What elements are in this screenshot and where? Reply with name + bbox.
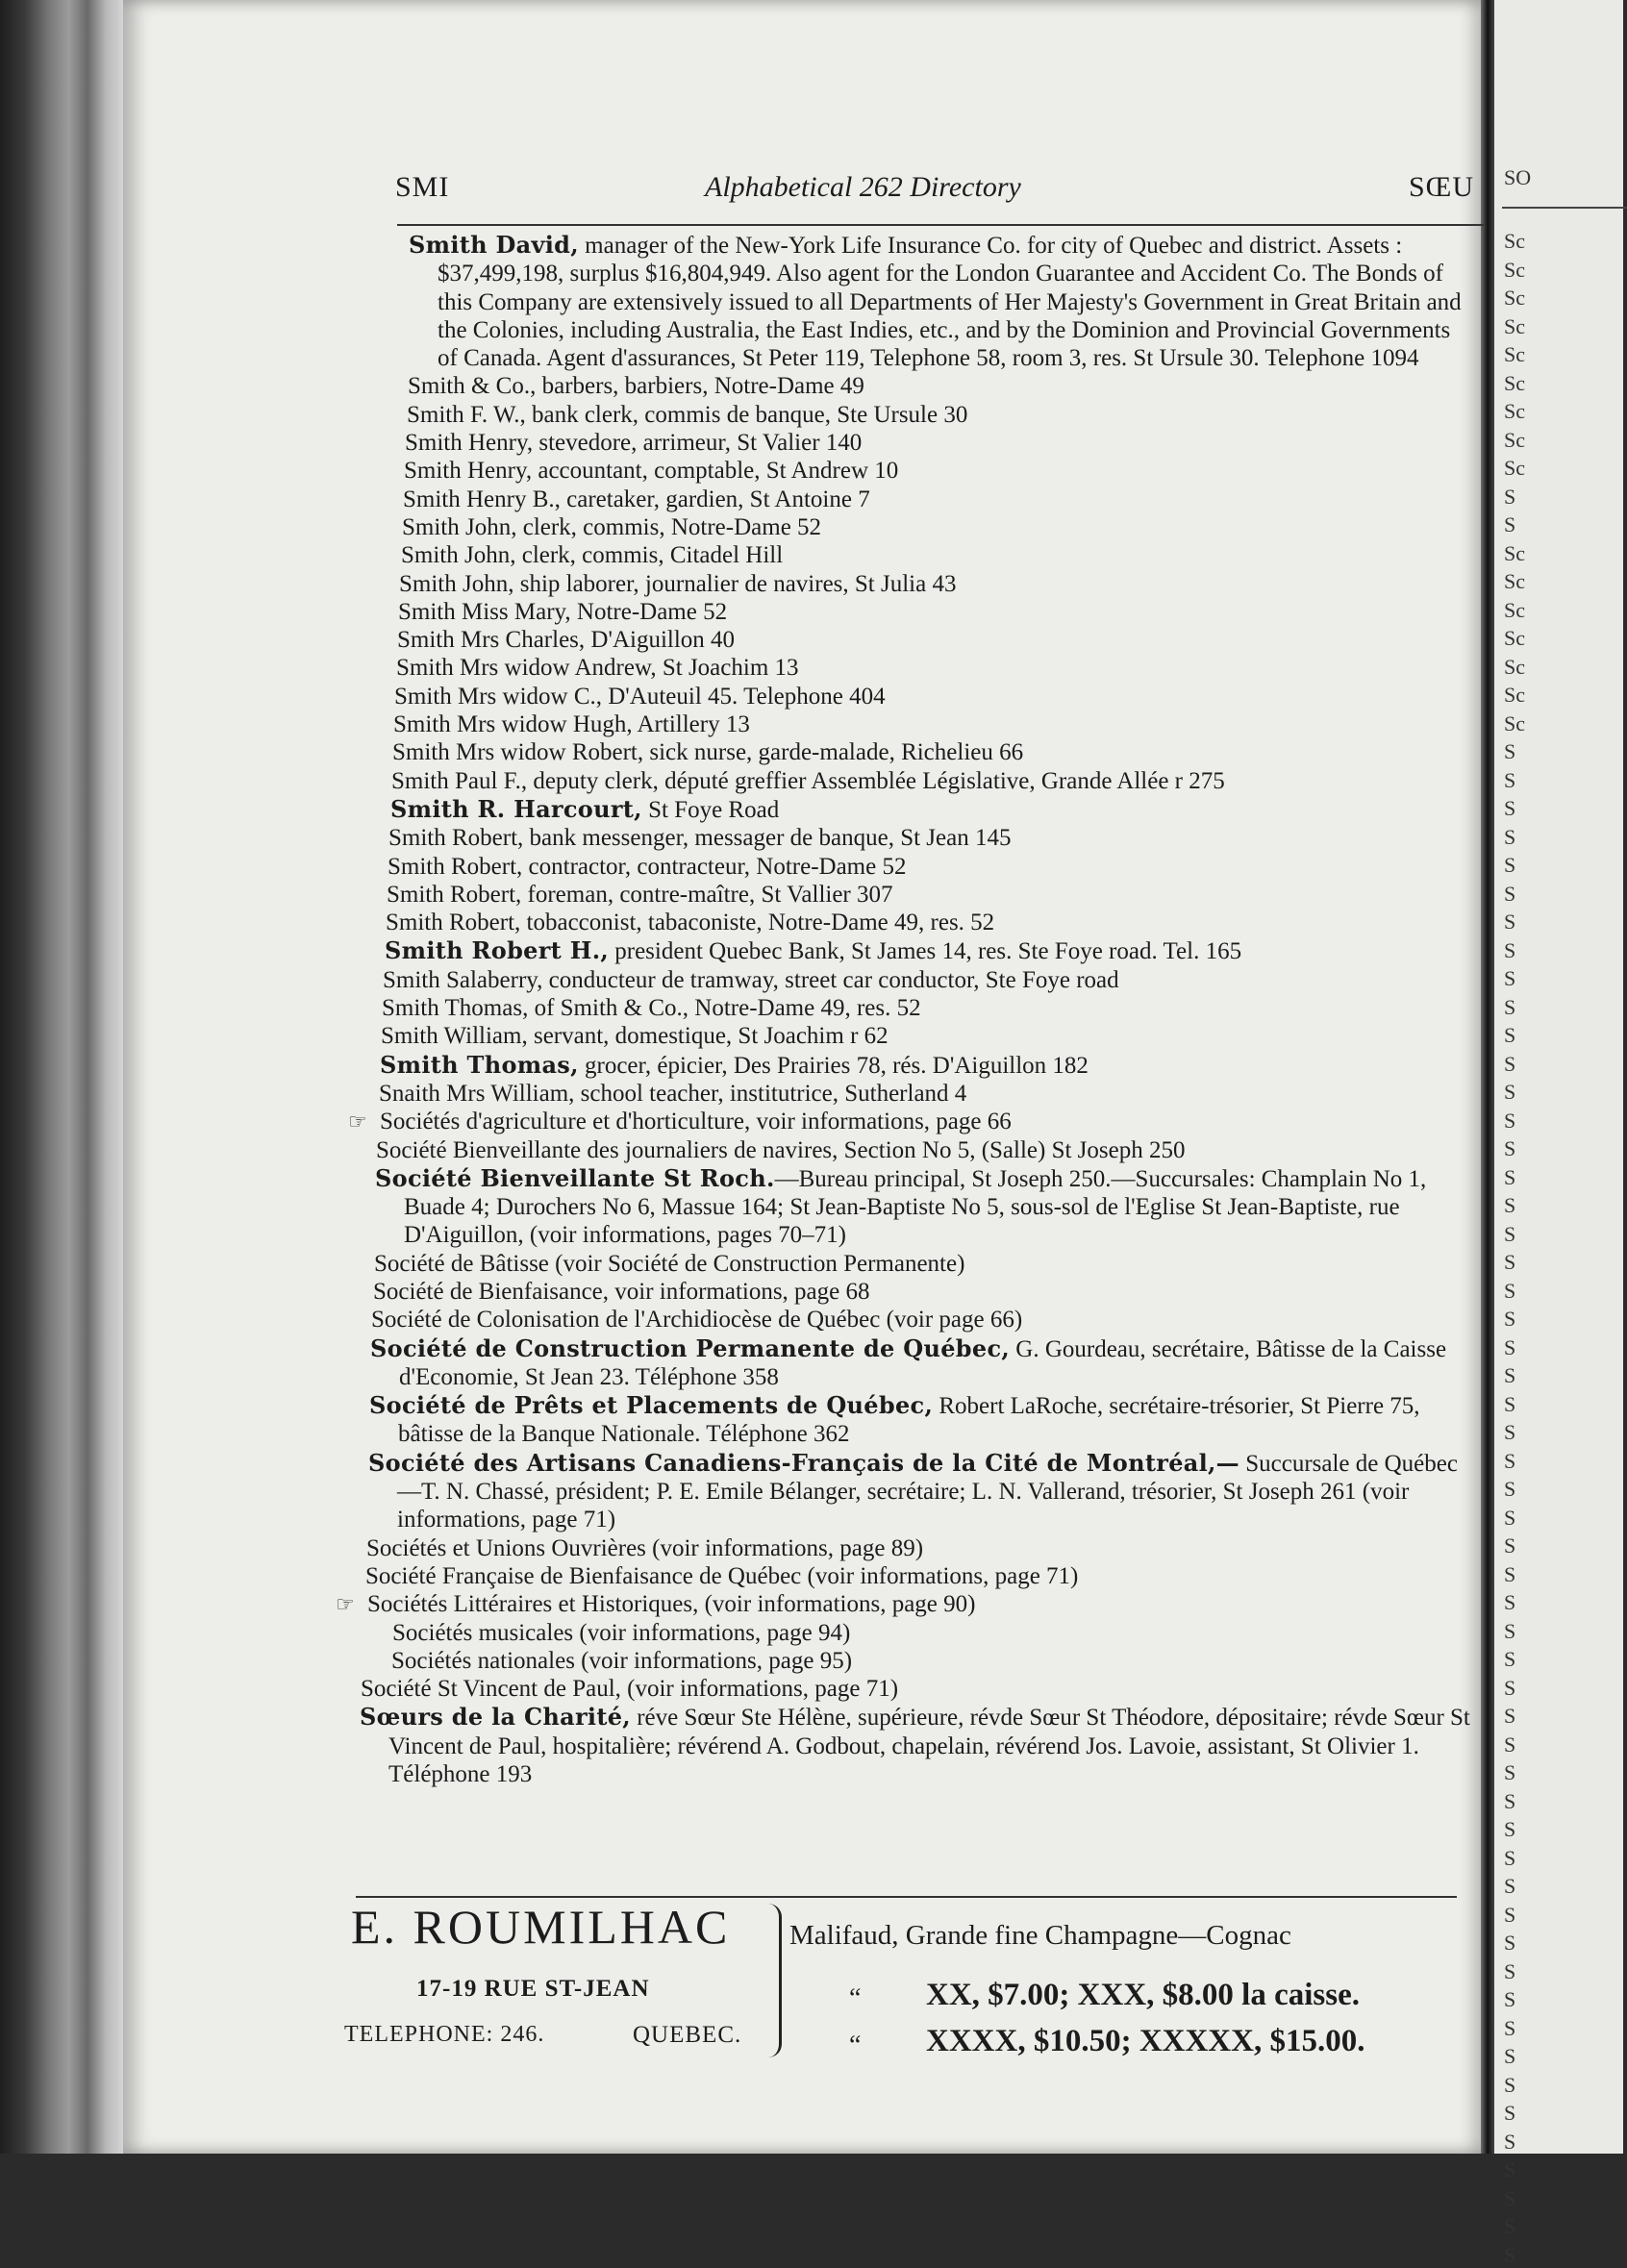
facing-page-letter: Sc — [1504, 654, 1525, 679]
facing-page-letter: S — [1504, 1732, 1516, 1757]
entry-text: Smith Robert, contractor, contracteur, Notre-Dame 52 — [388, 853, 907, 880]
facing-page-letter: S — [1504, 1590, 1516, 1614]
facing-page-letter: S — [1504, 824, 1516, 849]
directory-entry — [394, 683, 1467, 710]
facing-page-letter: S — [1504, 1845, 1516, 1870]
facing-page-letter: S — [1504, 1958, 1516, 1983]
directory-entry — [391, 1647, 1473, 1675]
directory-entry — [365, 1562, 1473, 1590]
entry-text: Smith Robert, foreman, contre-maître, St Vallier 307 — [387, 881, 893, 908]
ad-ditto-mark: “ — [849, 2031, 862, 2060]
directory-entry: ☞ Sociétés Littéraires et Historiques, (voir informations, page 90) — [336, 1591, 976, 1618]
directory-entry — [373, 1278, 1471, 1306]
entry-text: réve Sœur Ste Hélène, supérieure, révde Sœur St Théodore, dépositaire; révde Sœur St Vincent de Paul, hospitalière; révérend A. Godbout, chapelain, révérend Jos. Lavoie, assistant, St Olivier 1. Téléphone 193 — [388, 1705, 1470, 1788]
facing-page-letter: S — [1504, 1760, 1516, 1784]
facing-page-letter: Sc — [1504, 342, 1525, 366]
entry-text: grocer, épicier, Des Prairies 78, rés. D'Aiguillon 182 — [578, 1052, 1089, 1079]
facing-page-letter: S — [1504, 767, 1516, 792]
directory-entry: ☞ Sociétés d'agriculture et d'horticulture, voir informations, page 66 — [348, 1109, 1012, 1135]
entry-name-bold: Société de Prêts et Placements de Québec, — [369, 1391, 934, 1420]
facing-page-letter: S — [1504, 1618, 1516, 1643]
facing-page-letter: S — [1504, 1051, 1516, 1076]
facing-page-letter: S — [1504, 1874, 1516, 1898]
entry-name-bold: Société Bienveillante St Roch. — [375, 1163, 775, 1192]
entry-text: G. Gourdeau, secrétaire, Bâtisse de la Caisse d'Economie, St Jean 23. Téléphone 358 — [399, 1335, 1447, 1390]
entry-text: Smith Henry, accountant, comptable, St Andrew 10 — [404, 458, 899, 485]
entry-text: Smith Mrs widow Andrew, St Joachim 13 — [396, 655, 799, 682]
directory-entry — [407, 401, 1464, 429]
entry-text: Smith Thomas, of Smith & Co., Notre-Dame 49, res. 52 — [382, 995, 921, 1022]
facing-page-letter: S — [1504, 966, 1516, 990]
facing-page-letter: S — [1504, 853, 1516, 877]
directory-entry — [399, 570, 1466, 598]
facing-page-letter: Sc — [1504, 427, 1525, 452]
facing-page-letter: S — [1504, 994, 1516, 1019]
facing-page-letter: Sc — [1504, 286, 1525, 310]
entry-text: Société Française de Bienfaisance de Québec (voir informations, page 71) — [365, 1562, 1079, 1589]
directory-entry — [387, 881, 1468, 909]
directory-entry — [397, 626, 1466, 654]
entry-text: Smith Robert, bank messenger, messager de banque, St Jean 145 — [388, 825, 1012, 852]
header-rule — [397, 224, 1484, 226]
directory-entry — [388, 824, 1468, 852]
facing-page-letter: S — [1504, 1675, 1516, 1700]
facing-page-letter: S — [1504, 1788, 1516, 1813]
facing-page-letter: Sc — [1504, 569, 1525, 593]
ad-price-line: XX, $7.00; XXX, $8.00 la caisse. — [926, 1978, 1360, 2012]
ad-city: QUEBEC. — [633, 2022, 742, 2048]
facing-page-letter: Sc — [1504, 313, 1525, 338]
facing-page-letter: Sc — [1504, 597, 1525, 622]
facing-page-letter: S — [1504, 1164, 1516, 1189]
entry-text: Société St Vincent de Paul, (voir informations, page 71) — [361, 1676, 899, 1703]
directory-entry — [390, 795, 1468, 824]
entry-text: Smith Mrs widow Hugh, Artillery 13 — [393, 711, 750, 738]
entry-name-bold: Sœurs de la Charité, — [360, 1703, 631, 1732]
facing-page-letter: S — [1504, 1533, 1516, 1558]
directory-entry — [382, 994, 1469, 1022]
entry-text: St Foye Road — [641, 796, 780, 823]
directory-entry — [385, 936, 1469, 965]
facing-page-letter: S — [1504, 1221, 1516, 1246]
entry-text: Smith Miss Mary, Notre-Dame 52 — [398, 598, 728, 625]
directory-entry — [379, 1080, 1470, 1108]
directory-entry — [396, 654, 1467, 682]
entry-text: Smith John, clerk, commis, Notre-Dame 52 — [402, 513, 822, 540]
facing-page-letter: S — [1504, 937, 1516, 962]
book-gutter — [1481, 0, 1494, 2154]
entry-text: Smith John, clerk, commis, Citadel Hill — [401, 542, 784, 569]
entry-text: president Quebec Bank, St James 14, res. Ste Foye road. Tel. 165 — [609, 938, 1242, 965]
entry-text: Smith & Co., barbers, barbiers, Notre-Dame 49 — [408, 373, 864, 400]
facing-page-letter: S — [1504, 1334, 1516, 1359]
facing-page-letter: S — [1504, 739, 1516, 763]
entry-text: Smith Robert, tobacconist, tabaconiste, Notre-Dame 49, res. 52 — [386, 910, 995, 936]
running-header — [272, 171, 1484, 213]
directory-entry — [398, 598, 1466, 626]
directory-entry — [368, 1449, 1472, 1534]
directory-entry — [405, 429, 1465, 457]
facing-page-letter: S — [1504, 1391, 1516, 1416]
directory-entry — [366, 1534, 1472, 1562]
ad-street: 17-19 RUE ST-JEAN — [416, 1976, 650, 2002]
entry-text: Sociétés et Unions Ouvrières (voir informations, page 89) — [366, 1534, 924, 1561]
directory-entry — [409, 231, 1464, 372]
facing-page-letter: S — [1504, 2129, 1516, 2154]
entry-text: Smith Salaberry, conducteur de tramway, street car conductor, Ste Foye road — [383, 966, 1119, 993]
header-center: Alphabetical 262 Directory — [705, 171, 1021, 203]
entry-text: Smith Henry B., caretaker, gardien, St Antoine 7 — [403, 486, 870, 512]
entry-text: Sociétés nationales (voir informations, page 95) — [391, 1647, 853, 1674]
facing-page-letter: Sc — [1504, 257, 1525, 282]
facing-page-letter: Sc — [1504, 540, 1525, 565]
directory-page — [123, 0, 1481, 2154]
facing-page-letter: S — [1504, 1250, 1516, 1274]
entry-text: Société de Bienfaisance, voir informations, page 68 — [373, 1278, 870, 1305]
directory-entry — [361, 1675, 1474, 1703]
facing-page-letter: S — [1504, 1931, 1516, 1955]
facing-page-letter: S — [1504, 1817, 1516, 1841]
entry-text: Smith F. W., bank clerk, commis de banque, Ste Ursule 30 — [407, 401, 968, 428]
entry-text: Snaith Mrs William, school teacher, institutrice, Sutherland 4 — [379, 1080, 967, 1107]
entry-text: Sociétés musicales (voir informations, page 94) — [392, 1619, 851, 1646]
directory-entry — [383, 966, 1469, 994]
entry-text: Sociétés d'agriculture et d'horticulture, voir informations, page 66 — [380, 1109, 1012, 1135]
footer-rule — [356, 1896, 1457, 1898]
directory-entry — [375, 1164, 1471, 1250]
facing-page-letter: S — [1504, 484, 1516, 509]
directory-entry — [388, 853, 1468, 881]
header-right: SŒU — [1409, 171, 1475, 203]
entry-text: Sociétés Littéraires et Historiques, (voir informations, page 90) — [367, 1591, 976, 1618]
directory-entry — [402, 513, 1465, 541]
directory-entry — [393, 710, 1467, 738]
facing-page-letter: S — [1504, 2185, 1516, 2210]
facing-page-letter: S — [1504, 2242, 1516, 2267]
directory-entry — [369, 1391, 1472, 1449]
directory-entry — [381, 1022, 1470, 1050]
entry-text: Société de Bâtisse (voir Société de Construction Permanente) — [374, 1250, 965, 1277]
facing-page-letter: S — [1504, 1561, 1516, 1586]
ad-price-line: XXXX, $10.50; XXXXX, $15.00. — [926, 2024, 1365, 2058]
entry-text: Smith Mrs widow Robert, sick nurse, garde-malade, Richelieu 66 — [392, 739, 1024, 766]
facing-page-letter: S — [1504, 1080, 1516, 1104]
advertisement — [123, 1899, 1481, 2072]
directory-entry — [370, 1334, 1472, 1392]
directory-entries — [123, 231, 1481, 1788]
facing-page-letter: S — [1504, 1448, 1516, 1473]
directory-entry — [391, 767, 1467, 795]
facing-page-letter: S — [1504, 512, 1516, 536]
facing-page-letter: S — [1504, 1136, 1516, 1160]
directory-entry — [376, 1136, 1471, 1164]
entry-text: Smith Henry, stevedore, arrimeur, St Valier 140 — [405, 430, 863, 457]
entry-text: manager of the New-York Life Insurance Co. for city of Quebec and district. Assets : $37,499,198, surplus $16,804,949. Also agent for the London Guarantee and Accident Co. The Bonds of this Company are extensively issued to all Departments of Her Majesty's Government in Great Britain and the Colonies, including Australia, the East Indies, etc., and by the Dominion and Provincial Governments of Canada. Agent d'assurances, St Peter 119, Telephone 58, room 3, res. St Ursule 30. Telephone 1094 — [438, 233, 1462, 372]
facing-page-letter: S — [1504, 881, 1516, 906]
entry-text: Smith Mrs Charles, D'Aiguillon 40 — [397, 627, 736, 654]
facing-page-letter: Sc — [1504, 229, 1525, 253]
directory-entry — [392, 1619, 1473, 1647]
directory-entry — [403, 486, 1465, 513]
entry-name-bold: Smith Robert H., — [385, 936, 610, 965]
entry-text: Société Bienveillante des journaliers de navires, Section No 5, (Salle) St Joseph 250 — [376, 1136, 1186, 1163]
facing-page-rule — [1502, 207, 1627, 209]
facing-page-letter: S — [1504, 2157, 1516, 2181]
ad-ditto-mark: “ — [849, 1983, 862, 2013]
entry-name-bold: Smith Thomas, — [380, 1050, 579, 1079]
entry-name-bold: Société de Construction Permanente de Québec, — [370, 1333, 1011, 1362]
facing-page-letter: S — [1504, 2044, 1516, 2068]
facing-page-letter: S — [1504, 1902, 1516, 1927]
facing-page-header: SO — [1504, 165, 1532, 189]
facing-page-letter: Sc — [1504, 370, 1525, 395]
ad-product: Malifaud, Grande fine Champagne—Cognac — [789, 1920, 1291, 1951]
facing-page-letter: S — [1504, 796, 1516, 820]
facing-page-letter: Sc — [1504, 626, 1525, 650]
facing-page-sliver — [1494, 0, 1623, 2267]
facing-page-letter: Sc — [1504, 710, 1525, 735]
directory-entry — [392, 738, 1467, 766]
directory-entry — [386, 909, 1469, 936]
facing-page-letter: S — [1504, 910, 1516, 934]
facing-page-letter: S — [1504, 1108, 1516, 1133]
entry-text: Smith John, ship laborer, journalier de navires, St Julia 43 — [399, 570, 957, 597]
facing-page-letter: S — [1504, 1023, 1516, 1047]
entry-text: Succursale de Québec—T. N. Chassé, président; P. E. Emile Bélanger, secrétaire; L. N. Vallerand, trésorier, St Joseph 261 (voir informations, page 71) — [397, 1450, 1458, 1533]
entry-text: Robert LaRoche, secrétaire-trésorier, St Pierre 75, bâtisse de la Banque Nationale. Téléphone 362 — [398, 1393, 1420, 1448]
entry-text: Smith Paul F., deputy clerk, député greffier Assemblée Législative, Grande Allée r 275 — [391, 767, 1225, 794]
entry-text: Smith Mrs widow C., D'Auteuil 45. Telephone 404 — [394, 683, 886, 710]
facing-page-letter: S — [1504, 1363, 1516, 1387]
facing-page-letter: S — [1504, 2101, 1516, 2125]
directory-entry — [404, 457, 1465, 485]
directory-entry — [380, 1051, 1470, 1080]
facing-page-letter: Sc — [1504, 456, 1525, 480]
directory-entry — [374, 1250, 1471, 1278]
ad-telephone: TELEPHONE: 246. — [344, 2022, 545, 2047]
facing-page-letter: Sc — [1504, 683, 1525, 707]
facing-page-letter: S — [1504, 1987, 1516, 2011]
entry-name-bold: Smith R. Harcourt, — [390, 794, 642, 823]
facing-page-letter: S — [1504, 1278, 1516, 1303]
entry-text: Smith William, servant, domestique, St Joachim r 62 — [381, 1023, 889, 1050]
facing-page-letter: S — [1504, 1505, 1516, 1530]
facing-page-letter: Sc — [1504, 399, 1525, 423]
directory-entry — [360, 1703, 1474, 1788]
book-binding-edges — [0, 0, 125, 2154]
directory-entry — [408, 372, 1464, 400]
ad-company-name: E. ROUMILHAC — [351, 1900, 731, 1954]
facing-page-letter: S — [1504, 1477, 1516, 1501]
facing-page-letter: S — [1504, 1704, 1516, 1728]
facing-page-letter: S — [1504, 1307, 1516, 1331]
entry-name-bold: Smith David, — [409, 231, 579, 259]
facing-page-letter: S — [1504, 2072, 1516, 2097]
facing-page-letter: S — [1504, 1193, 1516, 1217]
facing-page-letter: S — [1504, 1647, 1516, 1671]
facing-page-letter: S — [1504, 2214, 1516, 2238]
facing-page-letter: S — [1504, 1420, 1516, 1444]
entry-text: Société de Colonisation de l'Archidiocèse de Québec (voir page 66) — [371, 1307, 1023, 1333]
header-left: SMI — [395, 171, 450, 203]
directory-entry — [401, 541, 1466, 569]
directory-entry — [371, 1306, 1471, 1333]
entry-text: —Bureau principal, St Joseph 250.—Succursales: Champlain No 1, Buade 4; Durochers No 6, Massue 164; St Jean-Baptiste No 5, sous-sol de l'Eglise St Jean-Baptiste, rue D'Aiguillon, (voir informations, pages 70–71) — [404, 1165, 1427, 1249]
facing-page-letter: S — [1504, 2015, 1516, 2040]
entry-name-bold: Société des Artisans Canadiens-Français de la Cité de Montréal,— — [368, 1448, 1239, 1477]
brace-icon — [765, 1904, 782, 2057]
